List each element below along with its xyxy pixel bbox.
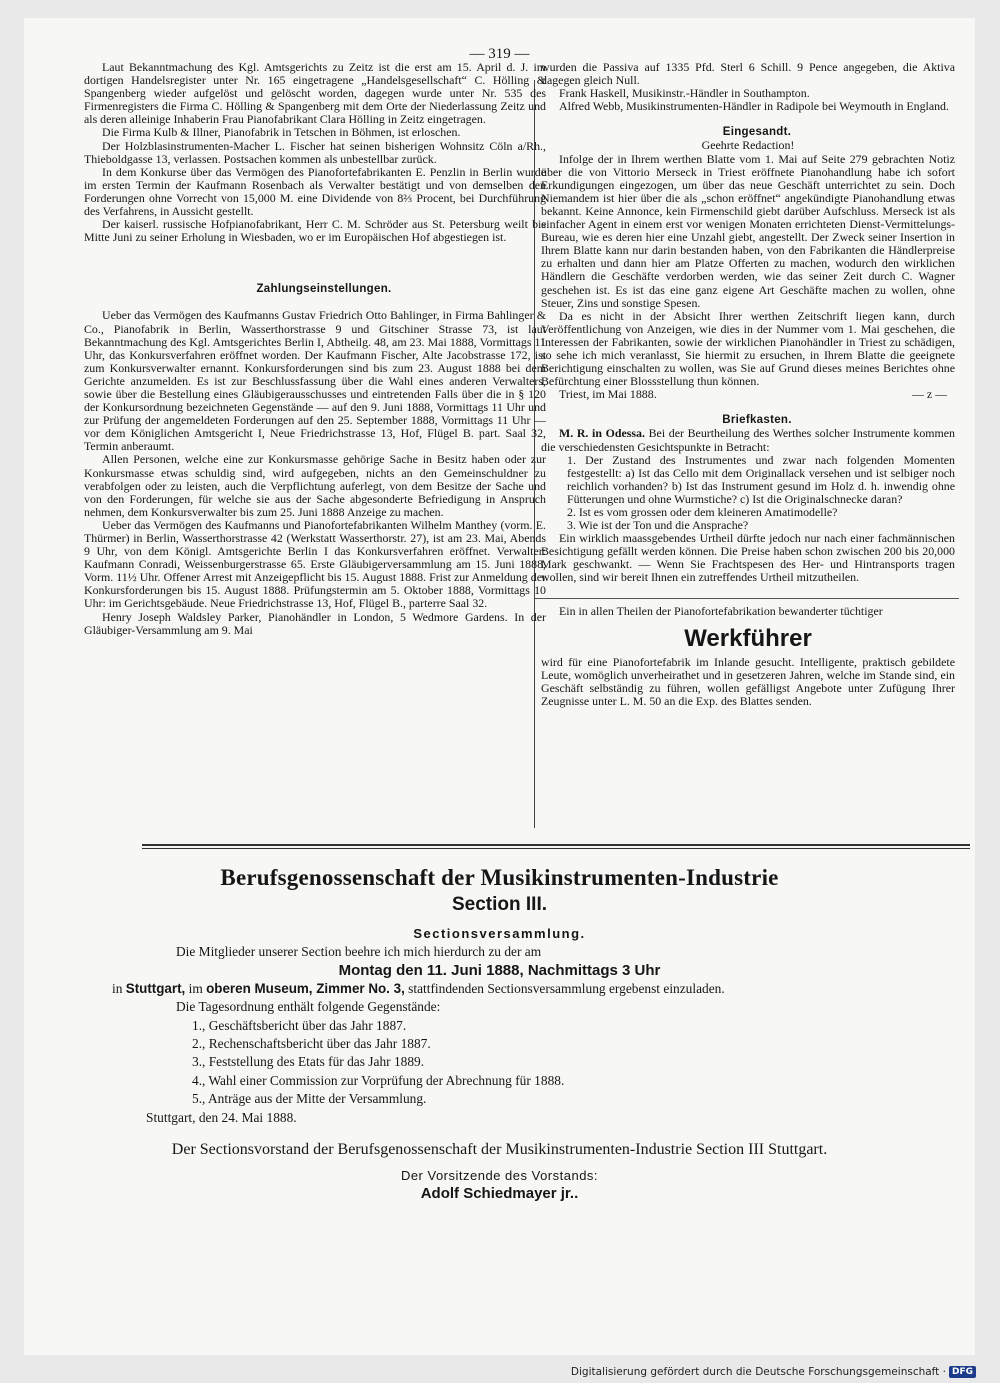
list-item: 1. Der Zustand des Instrumentes und zwar nach folgenden Momenten festgestellt: a) Ist das Cello mit dem Originallack versehen und ist selbiger noch reichlich vorhanden? b) Ist das Instrument gesund im Holz d. h. inwendig ohne Fütterungen und ohne Wurmstiche? c) Ist die Originalschnecke daran?: [567, 452, 955, 506]
page-number: — 319 —: [469, 46, 530, 62]
left-column: [84, 61, 546, 637]
left-paragraph: Laut Bekanntmachung des Kgl. Amtsgerichts zu Zeitz ist die erst am 15. April d. J. im dortigen Handelsregister unter Nr. 165 eingetragene „Handelsgesellschaft“ C. Hölling & Spangenberg wieder aufgelöst und gelöscht worden, dagegen wurde unter Nr. 535 des Firmenregisters die Firma C. Hölling & Spangenberg mit dem Orte der Niederlassung Zeitz und als deren alleinige Inhaberin Frau Pianofabrikant Clara Hölling in Zeitz eingetragen.: [84, 60, 546, 127]
association-notice: [24, 863, 975, 1204]
section-heading: Eingesandt.: [722, 126, 792, 139]
right-paragraph: wurden die Passiva auf 1335 Pfd. Sterl 6 Schill. 9 Pence angegeben, die Aktiva dagegen gleich Null.: [541, 60, 955, 88]
meeting-date: Montag den 11. Juni 1888, Nachmittags 3 Uhr: [338, 961, 661, 979]
list-item: 3. Wie ist der Ton und die Ansprache?: [567, 518, 749, 533]
board-line: Der Sectionsvorstand der Berufsgenossenschaft der Musikinstrumenten-Industrie Section III Stuttgart.: [171, 1141, 828, 1159]
divider: [142, 848, 970, 849]
chair-title: Der Vorsitzende des Vorstands:: [400, 1168, 599, 1184]
left-paragraph: Henry Joseph Waldsley Parker, Pianohändler in London, 5 Wedmore Gardens. In der Gläubiger-Versammlung am 9. Mai: [84, 609, 546, 637]
right-paragraph: Infolge der in Ihrem werthen Blatte vom 1. Mai auf Seite 279 gebrachten Notiz über die von Vittorio Merseck in Triest eröffnete Pianohandlung habe ich sofort Erkundigungen eingezogen, um über das neue Geschäft unterrichtet zu sein. Doch Niemandem ist hier über die als „schon eröffnet“ angekündigte Pianohandlung etwas bekannt. Keine Annonce, kein Firmenschild giebt darüber Aufschluss. Merseck ist als einfacher Agent in einem erst vor wenigen Monaten errichteten Dienst-Vermittelungs-Bureau, wie es deren hier eine Unzahl giebt, angestellt. Der Zweck seiner Insertion in Ihrem Blatte kann nur darin bestanden haben, von den Fabrikanten die Händlerpreise zu erhalten und dann hier am Platze Offerten zu machen, wodurch den wirklichen Händlern die Geschäfte verdorben werden, wie das seiner Zeit durch C. Wagner geschehen ist. Es ist das eine ganz eigene Art Geschäfte machen zu wollen, ohne Steuer, Zins und sonstige Spesen.: [541, 151, 955, 310]
right-paragraph: M. R. in Odessa. Bei der Beurtheilung des Werthes solcher Instrumente kommen die verschiedensten Gesichtspunkte in Betracht:: [541, 426, 955, 454]
invite-line: in Stuttgart, im oberen Museum, Zimmer No. 3, stattfindenden Sectionsversammlung ergebenst einzuladen.: [112, 980, 725, 996]
left-paragraph: Ueber das Vermögen des Kaufmanns Gustav Friedrich Otto Bahlinger, in Firma Bahlinger & Co., Pianofabrik in Berlin, Wasserthorstrasse 9 und Gitschiner Strasse 73, ist laut Bekanntmachung des Kgl. Amtsgerichtes Berlin I, Abtheilg. 48, am 23. Mai 1888, Vormittags 11 Uhr, das Konkursverfahren eröffnet worden. Der Kaufmann Fischer, Alte Jacobstrasse 172, ist zum Konkursverwalter ernannt. Konkursforderungen sind bis zum 23. August 1888 bei dem Gerichte anzumelden. Es ist zur Beschlussfassung über die Wahl eines anderen Verwalters, sowie über die Bestellung eines Gläubigerausschusses und eintretenden Falls über die in § 120 der Konkursordnung bezeichneten Gegenstände — auf den 9. Juni 1888, Vormittags 11 Uhr und zur Prüfung der angemeldeten Forderungen auf den 25. September 1888, Vormittags 11 Uhr — vor dem Königlichen Amtsgericht I, Neue Friedrichstrasse 13, Hof, Flügel B. part. Saal 32, Termin anberaumt.: [84, 308, 546, 454]
chair-name: Adolf Schiedmayer jr..: [420, 1185, 579, 1203]
agenda-item: 2., Rechenschaftsbericht über das Jahr 1887.: [192, 1036, 431, 1052]
place-date: Stuttgart, den 24. Mai 1888.: [146, 1109, 297, 1125]
section-heading: Briefkasten.: [722, 414, 792, 427]
left-paragraph: Ueber das Vermögen des Kaufmanns und Pianofortefabrikanten Wilhelm Manthey (vorm. E. Thürmer) in Berlin, Wasserthorstrasse 42 (Werkstatt Wasserthorstr. 27), ist am 23. Mai, Abends 9 Uhr, von dem Königl. Amtsgerichte Berlin I das Konkursverfahren eröffnet. Verwalter: Kaufmann Conradi, Weissenburgerstrasse 65. Erste Gläubigerversammlung am 15. Juni 1888, Vorm. 11½ Uhr. Offener Arrest mit Anzeigepflicht bis 15. August 1888. Frist zur Anmeldung der Konkursforderungen bis 15. August 1888. Prüfungstermin am 5. Oktober 1888, Vormittags 10 Uhr: im Gerichtsgebäude. Neue Friedrichstrasse 13, Hof, Flügel B., parterre Saal 32.: [84, 517, 546, 611]
left-paragraph: Allen Personen, welche eine zur Konkursmasse gehörige Sache in Besitz haben oder zur Konkursmasse etwas schuldig sind, wird aufgegeben, nichts an den Gemeinschuldner zu verabfolgen oder zu leisten, auch die Verpflichtung auferlegt, von dem Besitze der Sache und von den Forderungen, für welche sie aus der Sache abgesonderte Befriedigung in Anspruch nehmen, dem Konkursverwalter bis zum 25. Juni 1888 Anzeige zu machen.: [84, 452, 546, 519]
agenda-list: [24, 1017, 975, 1109]
list-item: 2. Ist es vom grossen oder dem kleineren Amatimodelle?: [567, 505, 838, 519]
right-paragraph: Frank Haskell, Musikinstr.-Händler in Southampton.: [559, 86, 810, 101]
notice-subtitle: Sectionsversammlung.: [413, 926, 586, 941]
notice-title: Berufsgenossenschaft der Musikinstrumenten-Industrie: [220, 865, 779, 890]
left-paragraph: Die Firma Kulb & Illner, Pianofabrik in Tetschen in Böhmen, ist erloschen.: [102, 125, 461, 140]
letter-signoff: [541, 388, 955, 401]
meeting-venue: oberen Museum, Zimmer No. 3,: [206, 980, 405, 996]
right-paragraph: Ein wirklich maassgebendes Urtheil dürfte jedoch nur nach einer fachmännischen Besichtigung gefällt werden können. Die Preise haben schon zwischen 200 bis 20,000 Mark geschwankt. — Wenn Sie Frachtspesen des Her- und Hintransports tragen wollen, sind wir bereit Ihnen ein zutreffendes Urtheil mitzutheilen.: [541, 531, 955, 585]
right-paragraph: Alfred Webb, Musikinstrumenten-Händler in Radipole bei Weymouth in England.: [559, 99, 949, 114]
right-paragraph: Da es nicht in der Absicht Ihrer werthen Zeitschrift liegen kann, durch Veröffentlichung von Anzeigen, wie dies in der Nummer vom 1. Mai geschehen, die Interessen der Fabrikanten, sowie der wirklichen Pianohändler in Triest zu schädigen, so sehe ich mich veranlasst, Sie hiermit zu ersuchen, in Ihrem Blatte die geeignete Berichtigung einschalten zu wollen, was Sie auf Grund dieses meines Berichtes ohne Befürchtung einer Blossstellung thun können.: [541, 308, 955, 389]
divider: [142, 844, 970, 846]
right-column: [541, 61, 955, 708]
agenda-item: 5., Anträge aus der Mitte der Versammlung.: [192, 1091, 427, 1107]
footer-text: Digitalisierung gefördert durch die Deutsche Forschungsgemeinschaft ·: [570, 1366, 946, 1378]
agenda-intro: Die Tagesordnung enthält folgende Gegenstände:: [176, 999, 441, 1015]
meeting-city: Stuttgart,: [125, 980, 186, 996]
dfg-logo: DFG: [949, 1366, 976, 1378]
left-paragraph: Der Holzblasinstrumenten-Macher L. Fischer hat seinen bisherigen Wohnsitz Cöln a/Rh., Thieboldgasse 13, verlassen. Postsachen kommen als unbestellbar zurück.: [84, 138, 546, 166]
agenda-item: 4., Wahl einer Commission zur Vorprüfung der Abrechnung für 1888.: [192, 1072, 565, 1088]
newspaper-page: [24, 18, 975, 1355]
digitization-footer: [571, 1366, 976, 1378]
left-paragraph: Der kaiserl. russische Hofpianofabrikant, Herr C. M. Schröder aus St. Petersburg weilt bis Mitte Juni zu seiner Erholung in Wiesbaden, wo er im Europäischen Hof abgestiegen ist.: [84, 217, 546, 245]
agenda-item: 3., Feststellung des Etats für das Jahr 1889.: [192, 1054, 425, 1070]
addressee: M. R. in Odessa.: [559, 426, 645, 441]
ad-title: Werkführer: [684, 624, 812, 652]
section-heading: Zahlungseinstellungen.: [256, 283, 392, 296]
signoff-place: Triest, im Mai 1888.: [559, 387, 657, 402]
ad-intro: Ein in allen Theilen der Pianofortefabrikation bewanderter tüchtiger: [559, 603, 883, 618]
left-paragraph: In dem Konkurse über das Vermögen des Pianofortefabrikanten E. Penzlin in Berlin wurde im ersten Termin der Kaufmann Rosenbach als Verwalter bestätigt und von demselben den Forderungen ohne Vorrecht von 15,000 M. eine Dividende von 8⅔ Procent, bei Durchführung des Verfahrens, in Aussicht gestellt.: [84, 164, 546, 219]
ad-body: wird für eine Pianofortefabrik im Inlande gesucht. Intelligente, praktisch gebildete Leute, womöglich unverheirathet und in gesetzeren Jahren, welche im Stande sind, ein Geschäft selbständig zu führen, wollen gefälligst Angebote unter Zufügung Ihrer Zeugnisse unter L. M. 50 an die Exp. des Blattes senden.: [541, 654, 955, 708]
notice-section: Section III.: [451, 894, 548, 915]
invite-line: Die Mitglieder unserer Section beehre ich mich hierdurch zu der am: [176, 944, 542, 960]
salutation: Geehrte Redaction!: [701, 138, 795, 153]
criteria-list: [541, 454, 955, 533]
signoff-mark: — z —: [911, 387, 947, 402]
agenda-item: 1., Geschäftsbericht über das Jahr 1887.: [192, 1017, 407, 1033]
